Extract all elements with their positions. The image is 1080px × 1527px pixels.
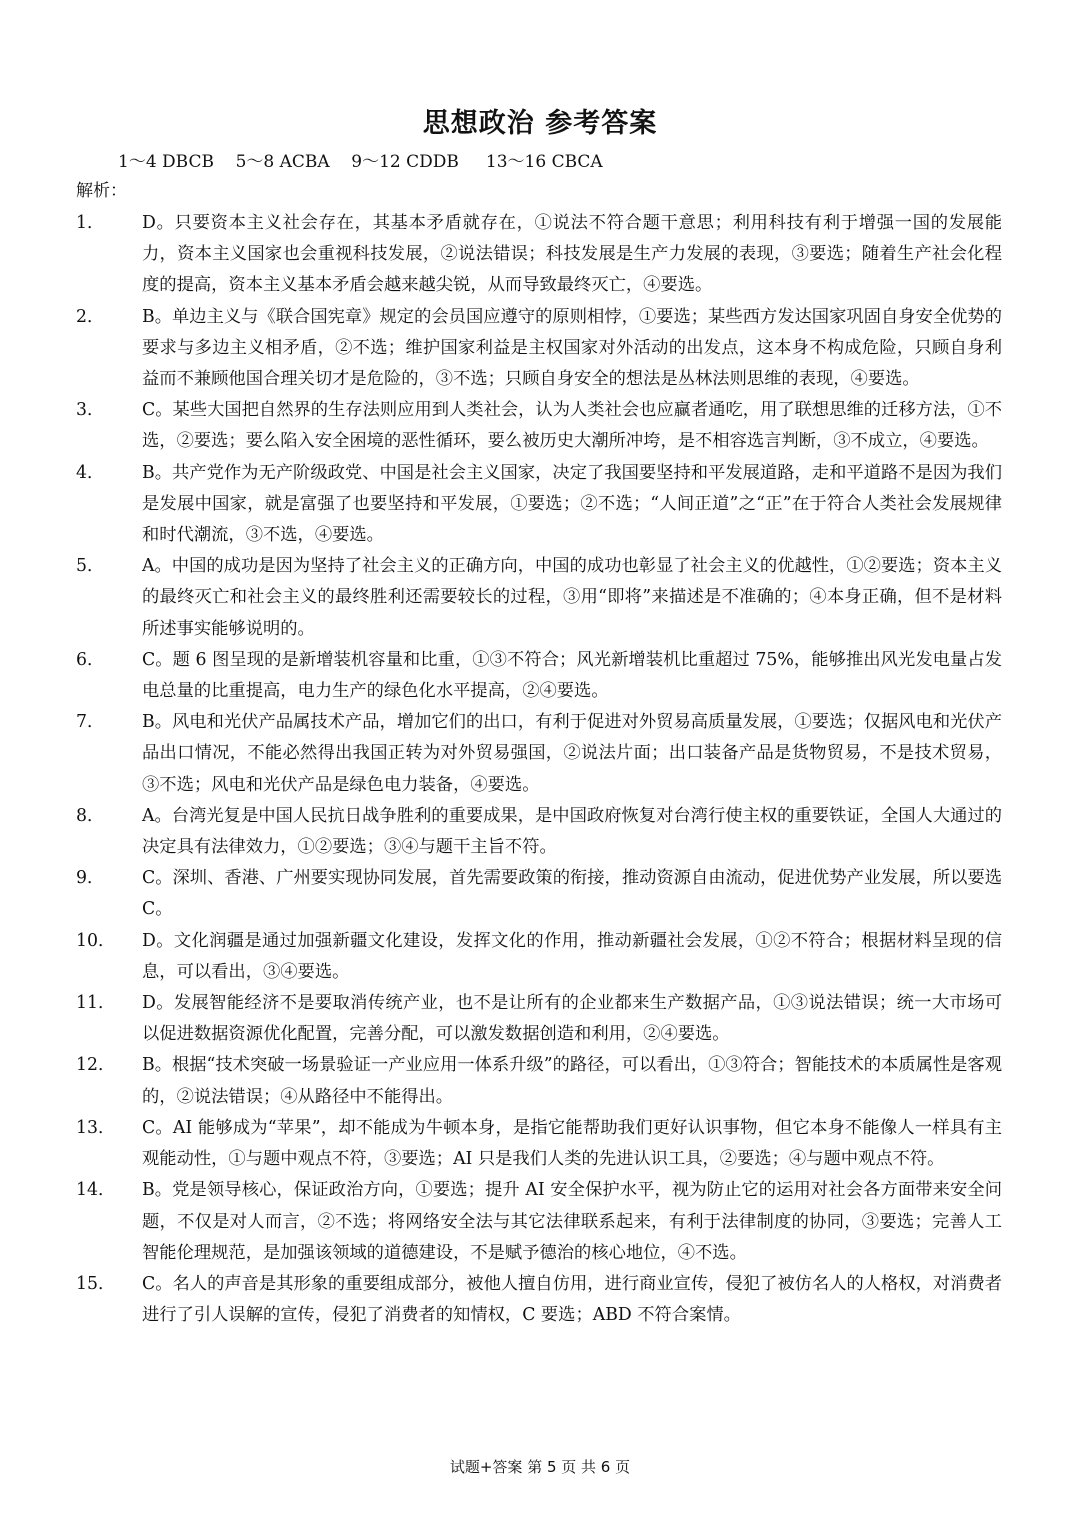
- item-number: 7．: [76, 712, 105, 733]
- item-number: 8．: [76, 805, 105, 826]
- item-text: A。台湾光复是中国人民抗日战争胜利的重要成果，是中国政府恢复对台湾行使主权的重要铁证，全国人大通过的决定具有法律效力，①②要选；③④与题干主旨不符。: [142, 805, 1002, 858]
- item-number: 4．: [76, 462, 105, 483]
- page-title: 思想政治 参考答案: [422, 108, 658, 139]
- item-number: 3．: [76, 400, 105, 421]
- answer-key: 1～4 DBCB 5～8 ACBA 9～12 CDDB 13～16 CBCA: [118, 152, 603, 172]
- item-number: 1．: [76, 213, 105, 233]
- item-text: B。根据“技术突破一场景验证一产业应用一体系升级”的路径，可以看出，①③符合；智能技术的本质属性是客观的，②说法错误；④从路径中不能得出。: [142, 1055, 1002, 1107]
- item-text: A。中国的成功是因为坚持了社会主义的正确方向，中国的成功也彰显了社会主义的优越性，①②要选；资本主义的最终灭亡和社会主义的最终胜利还需要较长的过程，③用“即将”来描述是不准确的；④本身正确，但不是材料所述事实能够说明的。: [142, 556, 1002, 639]
- item-text: B。党是领导核心，保证政治方向，①要选；提升 AI 安全保护水平，视为防止它的运用对社会各方面带来安全问题，不仅是对人而言，②不选；将网络安全法与其它法律联系起来，有利于法律制度的协同，③要选；完善人工智能伦理规范，是加强该领域的道德建设，不是赋予德治的核心地位，④不选。: [142, 1180, 1002, 1263]
- analysis-item: [76, 1050, 1002, 1112]
- analysis-item: [76, 208, 1002, 302]
- analysis-item: [76, 458, 1002, 552]
- analysis-item: [76, 707, 1002, 801]
- item-number: 9．: [76, 868, 105, 889]
- item-number: 2．: [76, 306, 105, 327]
- item-text: D。发展智能经济不是要取消传统产业，也不是让所有的企业都来生产数据产品，①③说法错误；统一大市场可以促进数据资源优化配置，完善分配，可以激发数据创造和利用，②④要选。: [142, 993, 1002, 1045]
- item-text: C。名人的声音是其形象的重要组成部分，被他人擅自仿用，进行商业宣传，侵犯了被仿名人的人格权，对消费者进行了引人误解的宣传，侵犯了消费者的知情权，C 要选；ABD 不符合案情。: [142, 1273, 1003, 1326]
- page-footer: 试题+答案 第 5 页 共 6 页: [449, 1458, 631, 1476]
- item-text: B。单边主义与《联合国宪章》规定的会员国应遵守的原则相悖，①要选；某些西方发达国家巩固自身安全优势的要求与多边主义相矛盾，②不选；维护国家利益是主权国家对外活动的出发点，这本身不构成危险，只顾自身利益而不兼顾他国合理关切才是危险的，③不选；只顾自身安全的想法是丛林法则思维的表现，④要选。: [142, 306, 1002, 390]
- analysis-item: [76, 926, 1002, 988]
- item-number: 5．: [76, 556, 105, 577]
- analysis-item: [76, 551, 1002, 645]
- analysis-item: [76, 1113, 1002, 1175]
- analysis-list: [76, 208, 1002, 1331]
- item-text: B。风电和光伏产品属技术产品，增加它们的出口，有利于促进对外贸易高质量发展，①要选；仅据风电和光伏产品出口情况，不能必然得出我国正转为对外贸易强国，②说法片面；出口装备产品是货物贸易，不是技术贸易，③不选；风电和光伏产品是绿色电力装备，④要选。: [142, 712, 1002, 795]
- item-number: 6．: [76, 649, 105, 670]
- analysis-item: [76, 395, 1002, 457]
- item-text: C。某些大国把自然界的生存法则应用到人类社会，认为人类社会也应赢者通吃，用了联想思维的迁移方法，①不选，②要选；要么陷入安全困境的恶性循环，要么被历史大潮所冲垮，是不相容选言判断，③不成立，④要选。: [142, 400, 1003, 452]
- analysis-item: [76, 801, 1002, 863]
- analysis-item: [76, 863, 1002, 925]
- analysis-item: [76, 988, 1002, 1050]
- item-number: 12．: [76, 1055, 116, 1076]
- analysis-item: [76, 1175, 1002, 1269]
- item-number: 15．: [76, 1273, 116, 1294]
- analysis-label: 解析：: [76, 181, 127, 201]
- item-number: 13．: [76, 1117, 116, 1138]
- analysis-item: [76, 1269, 1002, 1331]
- analysis-item: [76, 302, 1002, 396]
- item-number: 10．: [76, 930, 116, 951]
- item-text: B。共产党作为无产阶级政党、中国是社会主义国家，决定了我国要坚持和平发展道路，走和平道路不是因为我们是发展中国家，就是富强了也要坚持和平发展，①要选；②不选；“人间正道”之“正”在于符合人类社会发展规律和时代潮流，③不选，④要选。: [142, 462, 1002, 546]
- item-text: C。深圳、香港、广州要实现协同发展，首先需要政策的衔接，推动资源自由流动，促进优势产业发展，所以要选 C。: [142, 868, 1003, 920]
- item-number: 11．: [76, 993, 116, 1014]
- item-text: D。文化润疆是通过加强新疆文化建设，发挥文化的作用，推动新疆社会发展，①②不符合；根据材料呈现的信息，可以看出，③④要选。: [142, 930, 1002, 982]
- analysis-item: [76, 645, 1002, 707]
- item-number: 14．: [76, 1180, 116, 1201]
- item-text: D。只要资本主义社会存在，其基本矛盾就存在，①说法不符合题干意思；利用科技有利于增强一国的发展能力，资本主义国家也会重视科技发展，②说法错误；科技发展是生产力发展的表现，③要选；随着生产社会化程度的提高，资本主义基本矛盾会越来越尖锐，从而导致最终灭亡，④要选。: [142, 213, 1002, 296]
- item-text: C。AI 能够成为“苹果”，却不能成为牛顿本身，是指它能帮助我们更好认识事物，但它本身不能像人一样具有主观能动性，①与题中观点不符，③要选；AI 只是我们人类的先进认识工具，②要选；④与题中观点不符。: [142, 1117, 1002, 1170]
- item-text: C。题 6 图呈现的是新增装机容量和比重，①③不符合；风光新增装机比重超过 75%，能够推出风光发电量占发电总量的比重提高，电力生产的绿色化水平提高，②④要选。: [142, 649, 1002, 702]
